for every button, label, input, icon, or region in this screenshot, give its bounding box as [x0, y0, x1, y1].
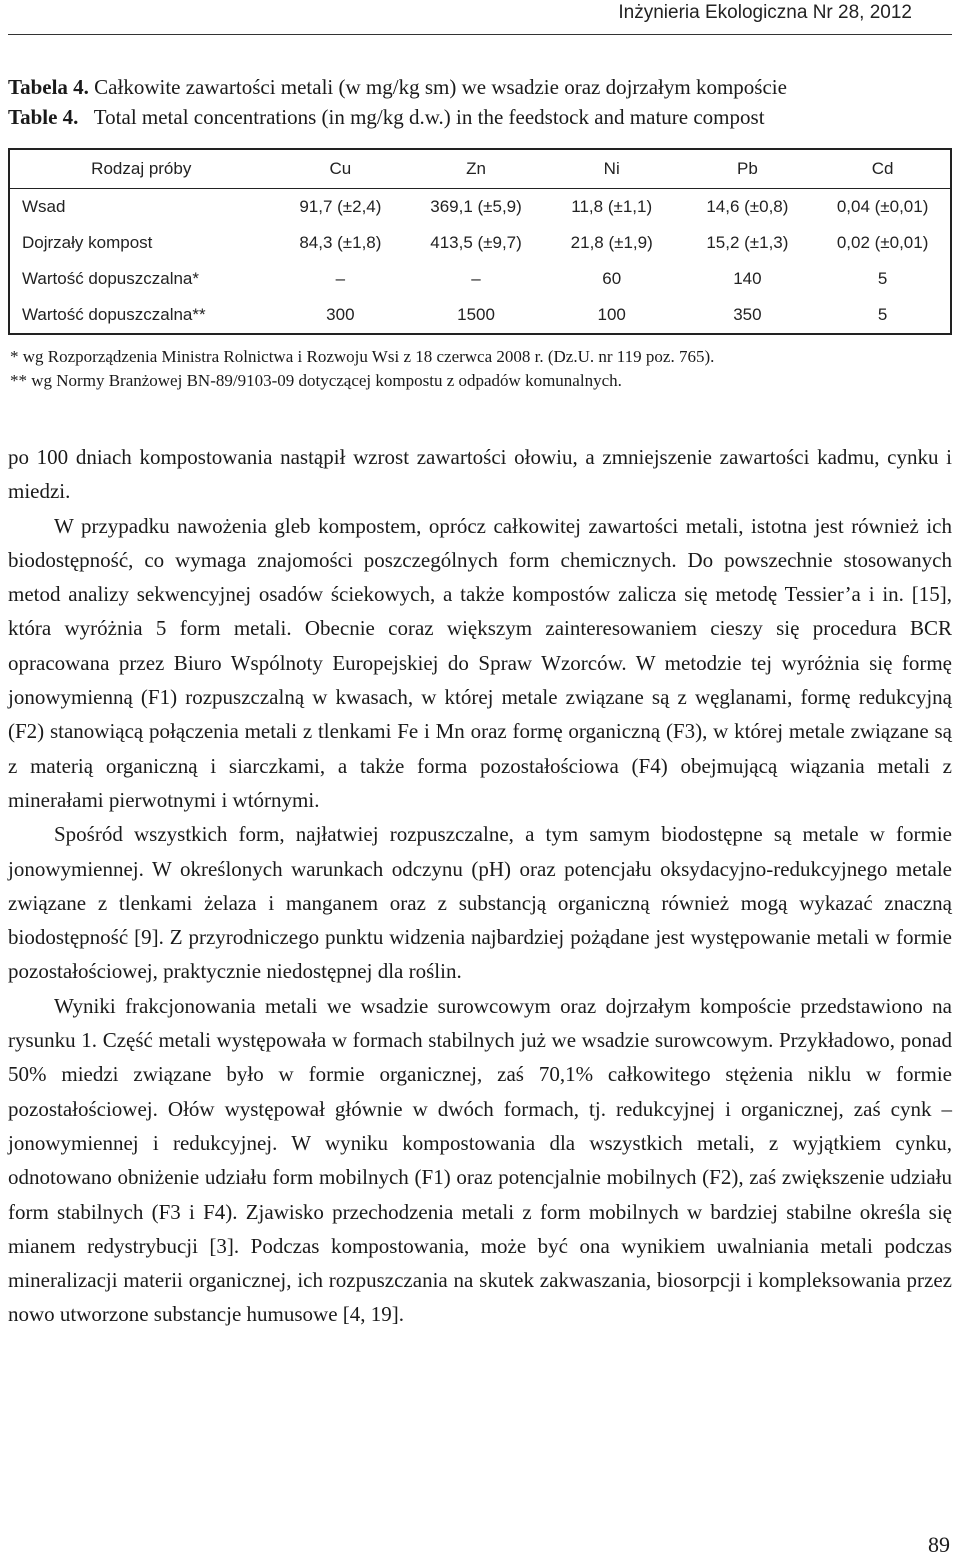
table-cell: 0,04 (±0,01) [836, 197, 929, 216]
table-cell: 11,8 (±1,1) [571, 197, 653, 216]
table-caption-pl [8, 74, 952, 100]
body-text [8, 440, 952, 1332]
metal-concentrations-table [8, 148, 952, 335]
table-caption-en [8, 104, 952, 130]
table-cell: 15,2 (±1,3) [706, 233, 789, 252]
table-caption-pl-text: Całkowite zawartości metali (w mg/kg sm) we wsadzie oraz dojrzałym kompoście [94, 75, 787, 99]
column-header-sample-type: Rodzaj próby [9, 149, 273, 189]
table-cell: 350 [733, 305, 762, 324]
page-number: 89 [928, 1532, 950, 1557]
paragraph: po 100 dniach kompostowania nastąpił wzrost zawartości ołowiu, a zmniejszenie zawartości kadmu, cynku i miedzi. [8, 445, 952, 504]
paragraph: W przypadku nawożenia gleb kompostem, oprócz całkowitej zawartości metali, istotna jest również ich biodostępność, co wymaga znajomości poszczególnych form chemicznych. Do powszechnie stosowanych metod analizy sekwencyjnej osadów ściekowych, a także kompostów zalicza się metodę Tessier’a i in. [15], która wyróżnia 5 form metali. Obecnie coraz większym zainteresowaniem cieszy się procedura BCR opracowana przez Biuro Wspólnoty Europejskiej do Spraw Wzorców. W metodzie tej wyróżnia się formę jonowymienną (F1) rozpuszczalną w kwasach, w której metale związane są z węglanami, formę redukcyjną (F2) stanowiącą połączenia metali z tlenkami Fe i Mn oraz formę organiczną (F3), w której metale związane są z materią organiczną i siarczkami, a także forma pozostałościowa (F4) obejmującą wiązania metali z minerałami pierwotnymi i wtórnymi. [8, 513, 952, 812]
table-cell: 100 [597, 305, 626, 324]
table-cell: – [471, 269, 481, 288]
table-cell: – [335, 269, 346, 288]
table-row [9, 261, 951, 297]
row-label: Wartość dopuszczalna* [22, 269, 200, 288]
table-footnote-2: ** wg Normy Branżowej BN-89/9103-09 dotyczącej kompostu z odpadów komunalnych. [10, 371, 622, 390]
row-label: Dojrzały kompost [22, 233, 153, 252]
table-footnote-1: * wg Rozporządzenia Ministra Rolnictwa i Rozwoju Wsi z 18 czerwca 2008 r. (Dz.U. nr 119 poz. 765). [10, 347, 715, 366]
row-label: Wartość dopuszczalna** [22, 305, 206, 324]
column-header-cd: Cd [815, 149, 951, 189]
table-cell: 5 [877, 305, 888, 324]
table-caption-pl-label: Tabela 4. [8, 75, 89, 99]
column-header-ni: Ni [544, 149, 680, 189]
table-cell: 1500 [457, 305, 495, 324]
table-cell: 21,8 (±1,9) [570, 233, 653, 252]
table-cell: 0,02 (±0,01) [836, 233, 929, 252]
column-header-cu: Cu [273, 149, 409, 189]
table-row [9, 297, 951, 334]
table-cell: 14,6 (±0,8) [706, 197, 789, 216]
row-label: Wsad [22, 197, 66, 216]
table-row [9, 189, 951, 226]
table-cell: 60 [602, 269, 622, 288]
table-cell: 369,1 (±5,9) [430, 197, 522, 216]
table-caption-en-label: Table 4. [8, 105, 79, 129]
table-cell: 84,3 (±1,8) [299, 233, 382, 252]
table-cell: 300 [326, 305, 355, 324]
table-cell: 140 [733, 269, 762, 288]
paragraph: Spośród wszystkich form, najłatwiej rozpuszczalne, a tym samym biodostępne są metale w formie jonowymiennej. W określonych warunkach odczynu (pH) oraz potencjału oksydacyjno-redukcyjnego metale związane z tlenkami żelaza i manganem oraz z substancją organiczną również mogą wykazać znaczną biodostępność [9]. Z przyrodniczego punktu widzenia najbardziej pożądane jest występowanie metali w formie pozostałościowej, praktycznie niedostępnej dla roślin. [8, 822, 952, 984]
column-header-zn: Zn [408, 149, 544, 189]
running-head: Inżynieria Ekologiczna Nr 28, 2012 [618, 2, 912, 23]
table-cell: 5 [877, 269, 888, 288]
table-cell: 413,5 (±9,7) [430, 233, 522, 252]
table-header-row [9, 149, 951, 189]
header-rule [8, 34, 952, 35]
paragraph: Wyniki frakcjonowania metali we wsadzie surowcowym oraz dojrzałym kompoście przedstawiono na rysunku 1. Część metali występowała w formach stabilnych już we wsadzie surowcowym. Przykładowo, ponad 50% miedzi związane było w formie organicznej, zaś 70,1% całkowitego stężenia niklu w formie pozostałościowej. Ołów występował głównie w dwóch formach, tj. redukcyjnej i organicznej, zaś cynk – jonowymiennej i redukcyjnej. W wyniku kompostowania dla wszystkich metali, z wyjątkiem cynku, odnotowano obniżenie udziału form mobilnych (F1) oraz potencjalnie mobilnych (F2), zaś zwiększenie udziału form stabilnych (F3 i F4). Zjawisko przechodzenia metali z form mobilnych w bardziej stabilne określa się mianem redystrybucji [3]. Podczas kompostowania, może być ona wynikiem uwalniania metali podczas mineralizacji materii organicznej, ich rozpuszczania na skutek zakwaszania, biosorpcji i kompleksowania przez nowo utworzone substancje humusowe [4, 19]. [8, 993, 952, 1327]
column-header-pb: Pb [680, 149, 816, 189]
table-cell: 91,7 (±2,4) [299, 197, 382, 216]
table-row [9, 225, 951, 261]
table-caption-en-text: Total metal concentrations (in mg/kg d.w.) in the feedstock and mature compost [93, 105, 765, 129]
